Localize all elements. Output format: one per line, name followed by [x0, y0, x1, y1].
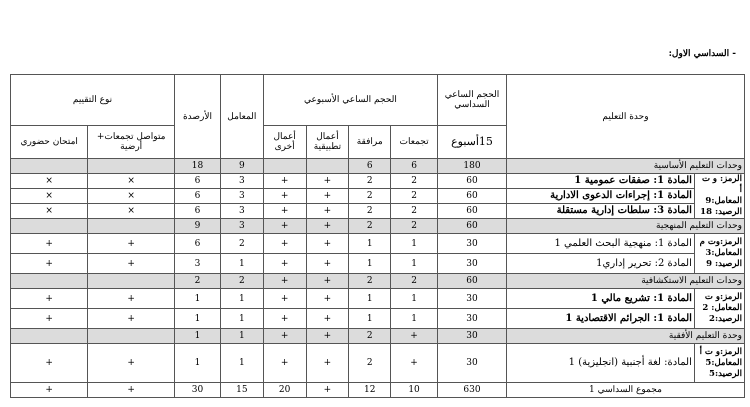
- cell-continuous: [88, 274, 175, 289]
- unit-code: الرمز:و ت المعامل: 2 الرصيد:2: [694, 289, 744, 329]
- group-name: وحدة التعليم الأفقية: [506, 329, 744, 344]
- cell-hours: 180: [438, 159, 507, 174]
- subject-name: المادة: لغة أجنبية (انجليزية) 1: [506, 344, 694, 383]
- cell-other: +: [263, 329, 306, 344]
- header-other-work: أعمال أخرى: [263, 126, 306, 159]
- cell-coefficient: 3: [220, 174, 263, 189]
- cell-gatherings: +: [391, 329, 438, 344]
- cell-support: 12: [349, 383, 391, 398]
- cell-gatherings: 1: [391, 289, 438, 309]
- cell-applied: +: [306, 329, 349, 344]
- header-credits: الأرصدة: [175, 75, 221, 159]
- cell-applied: +: [306, 289, 349, 309]
- cell-applied: +: [306, 204, 349, 219]
- cell-exam: +: [11, 254, 88, 274]
- cell-hours: 60: [438, 174, 507, 189]
- cell-applied: +: [306, 174, 349, 189]
- table-row: [11, 174, 745, 189]
- subject-name: المادة 1: الجرائم الاقتصادية 1: [506, 309, 694, 329]
- cell-coefficient: 1: [220, 309, 263, 329]
- group-name: وحدات التعليم المنهجية: [506, 219, 744, 234]
- cell-hours: 60: [438, 204, 507, 219]
- group-row: [11, 274, 745, 289]
- cell-support: 2: [349, 274, 391, 289]
- cell-credits: 1: [175, 344, 221, 383]
- cell-gatherings: 1: [391, 234, 438, 254]
- cell-coefficient: 3: [220, 219, 263, 234]
- header-continuous: متواصل تجمعات+ أرضية: [88, 126, 175, 159]
- subject-name: المادة 1: إجراءات الدعوى الادارية: [506, 189, 694, 204]
- header-hourly-semester: الحجم الساعي السداسي: [438, 75, 507, 126]
- cell-coefficient: 9: [220, 159, 263, 174]
- cell-applied: [306, 159, 349, 174]
- cell-applied: +: [306, 234, 349, 254]
- header-eval-type: نوع التقييم: [11, 75, 175, 126]
- cell-exam: [11, 274, 88, 289]
- cell-credits: 9: [175, 219, 221, 234]
- header-unit: وحدة التعليم: [506, 75, 744, 159]
- cell-continuous: +: [88, 344, 175, 383]
- table-row: [11, 204, 745, 219]
- cell-hours: 30: [438, 234, 507, 254]
- cell-exam: +: [11, 383, 88, 398]
- subject-name: المادة 1: تشريع مالي 1: [506, 289, 694, 309]
- cell-exam: +: [11, 234, 88, 254]
- cell-applied: +: [306, 219, 349, 234]
- cell-continuous: ×: [88, 189, 175, 204]
- table-row: [11, 289, 745, 309]
- cell-coefficient: 2: [220, 274, 263, 289]
- cell-exam: [11, 219, 88, 234]
- cell-credits: 6: [175, 189, 221, 204]
- cell-other: +: [263, 274, 306, 289]
- cell-support: 1: [349, 309, 391, 329]
- cell-credits: 6: [175, 204, 221, 219]
- table-row: [11, 189, 745, 204]
- unit-code: الرمز: و ت أ المعامل:9 الرصيد: 18: [694, 174, 744, 219]
- cell-applied: +: [306, 383, 349, 398]
- header-exam: امتحان حضوري: [11, 126, 88, 159]
- group-row: [11, 219, 745, 234]
- cell-other: +: [263, 174, 306, 189]
- subject-name: المادة 1: صفقات عمومية 1: [506, 174, 694, 189]
- unit-code: الرمز:وت م المعامل:3 الرصيد: 9: [694, 234, 744, 274]
- cell-exam: ×: [11, 174, 88, 189]
- group-name: وحدات التعليم الأساسية: [506, 159, 744, 174]
- cell-continuous: +: [88, 309, 175, 329]
- cell-gatherings: 2: [391, 189, 438, 204]
- cell-gatherings: 1: [391, 309, 438, 329]
- total-label: مجموع السداسي 1: [506, 383, 744, 398]
- cell-coefficient: 1: [220, 289, 263, 309]
- cell-other: 20: [263, 383, 306, 398]
- cell-coefficient: 3: [220, 189, 263, 204]
- cell-hours: 30: [438, 289, 507, 309]
- cell-support: 2: [349, 204, 391, 219]
- cell-continuous: [88, 219, 175, 234]
- cell-coefficient: 1: [220, 254, 263, 274]
- cell-credits: 1: [175, 329, 221, 344]
- cell-coefficient: 3: [220, 204, 263, 219]
- cell-continuous: ×: [88, 174, 175, 189]
- curriculum-table: [10, 74, 745, 398]
- cell-continuous: [88, 329, 175, 344]
- cell-hours: 30: [438, 344, 507, 383]
- cell-other: +: [263, 344, 306, 383]
- cell-coefficient: 1: [220, 344, 263, 383]
- cell-gatherings: +: [391, 344, 438, 383]
- cell-support: 2: [349, 189, 391, 204]
- cell-hours: 30: [438, 254, 507, 274]
- total-row: [11, 383, 745, 398]
- cell-continuous: [88, 159, 175, 174]
- cell-exam: ×: [11, 204, 88, 219]
- cell-coefficient: 1: [220, 329, 263, 344]
- cell-gatherings: 2: [391, 219, 438, 234]
- cell-hours: 60: [438, 219, 507, 234]
- table-row: [11, 309, 745, 329]
- cell-exam: +: [11, 309, 88, 329]
- cell-continuous: ×: [88, 204, 175, 219]
- subject-name: المادة 1: منهجية البحث العلمي 1: [506, 234, 694, 254]
- group-row: [11, 159, 745, 174]
- cell-credits: 1: [175, 289, 221, 309]
- cell-other: +: [263, 234, 306, 254]
- cell-other: +: [263, 289, 306, 309]
- group-row: [11, 329, 745, 344]
- cell-other: [263, 159, 306, 174]
- cell-hours: 60: [438, 189, 507, 204]
- cell-exam: [11, 159, 88, 174]
- header-coefficient: المعامل: [220, 75, 263, 159]
- cell-applied: +: [306, 309, 349, 329]
- cell-applied: +: [306, 344, 349, 383]
- subject-name: المادة 2: تحرير إداري1: [506, 254, 694, 274]
- table-row: [11, 254, 745, 274]
- cell-support: 2: [349, 219, 391, 234]
- cell-continuous: +: [88, 289, 175, 309]
- cell-hours: 630: [438, 383, 507, 398]
- cell-continuous: +: [88, 234, 175, 254]
- cell-support: 2: [349, 344, 391, 383]
- group-name: وحدات التعليم الاستكشافية: [506, 274, 744, 289]
- cell-hours: 30: [438, 309, 507, 329]
- cell-gatherings: 6: [391, 159, 438, 174]
- header-gatherings: تجمعات: [391, 126, 438, 159]
- cell-support: 2: [349, 174, 391, 189]
- cell-exam: +: [11, 289, 88, 309]
- cell-other: +: [263, 189, 306, 204]
- cell-exam: ×: [11, 189, 88, 204]
- cell-applied: +: [306, 189, 349, 204]
- cell-gatherings: 2: [391, 274, 438, 289]
- table-row: [11, 234, 745, 254]
- cell-exam: [11, 329, 88, 344]
- cell-credits: 2: [175, 274, 221, 289]
- cell-other: +: [263, 254, 306, 274]
- cell-gatherings: 2: [391, 204, 438, 219]
- cell-gatherings: 2: [391, 174, 438, 189]
- cell-continuous: +: [88, 383, 175, 398]
- cell-support: 1: [349, 254, 391, 274]
- table-row: [11, 344, 745, 383]
- cell-credits: 18: [175, 159, 221, 174]
- cell-applied: +: [306, 274, 349, 289]
- cell-other: +: [263, 204, 306, 219]
- semester-label: - السداسي الاول:: [668, 49, 736, 59]
- cell-hours: 30: [438, 329, 507, 344]
- cell-support: 1: [349, 289, 391, 309]
- cell-applied: +: [306, 254, 349, 274]
- header-weeks: 15أسبوع: [438, 126, 507, 159]
- cell-gatherings: 1: [391, 254, 438, 274]
- cell-credits: 6: [175, 174, 221, 189]
- cell-support: 1: [349, 234, 391, 254]
- cell-hours: 60: [438, 274, 507, 289]
- unit-code: الرمز:و ت أ المعامل:5 الرصيد:5: [694, 344, 744, 383]
- cell-credits: 6: [175, 234, 221, 254]
- cell-credits: 30: [175, 383, 221, 398]
- cell-coefficient: 15: [220, 383, 263, 398]
- cell-credits: 1: [175, 309, 221, 329]
- cell-other: +: [263, 309, 306, 329]
- cell-coefficient: 2: [220, 234, 263, 254]
- cell-exam: +: [11, 344, 88, 383]
- cell-continuous: +: [88, 254, 175, 274]
- header-weekly: الحجم الساعي الأسبوعي: [263, 75, 437, 126]
- cell-support: 2: [349, 329, 391, 344]
- header-applied-work: أعمال تطبيقية: [306, 126, 349, 159]
- cell-other: +: [263, 219, 306, 234]
- cell-support: 6: [349, 159, 391, 174]
- cell-credits: 3: [175, 254, 221, 274]
- cell-gatherings: 10: [391, 383, 438, 398]
- header-support: مرافقة: [349, 126, 391, 159]
- subject-name: المادة 3: سلطات إدارية مستقلة: [506, 204, 694, 219]
